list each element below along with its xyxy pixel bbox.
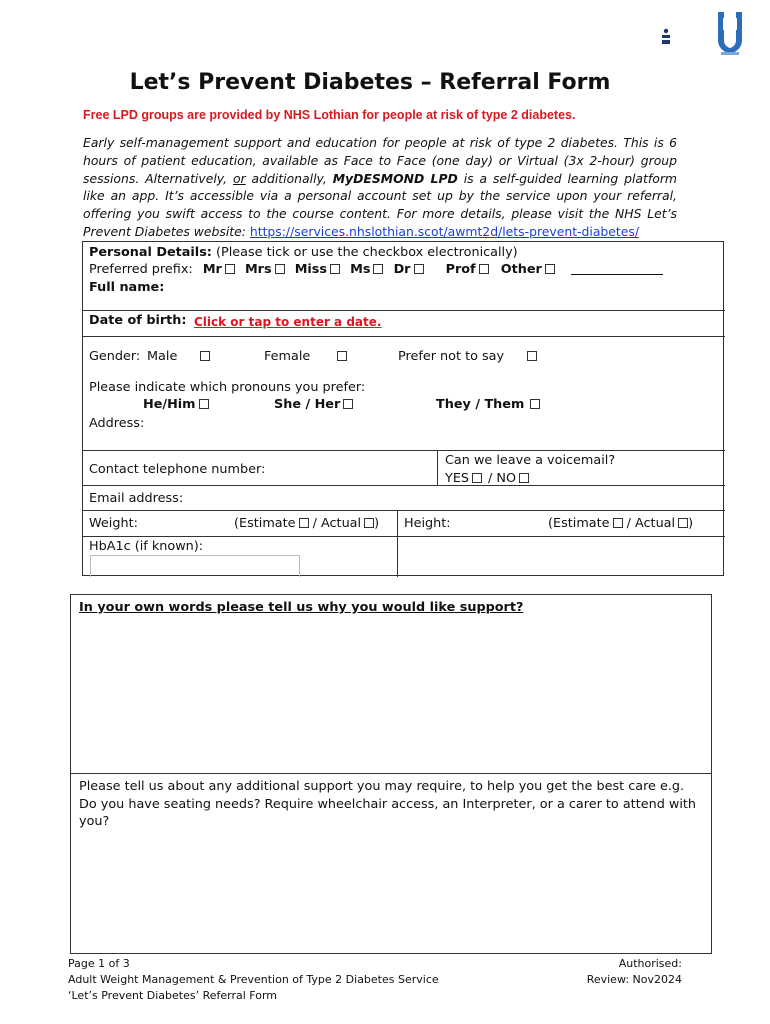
gender-female-checkbox[interactable] xyxy=(337,351,347,361)
dob-date-picker[interactable]: Click or tap to enter a date. xyxy=(194,315,382,329)
gender-prefer-not[interactable]: Prefer not to say xyxy=(398,349,505,364)
intro-paragraph: Early self-management support and education for people at risk of type 2 diabetes. This is 6 hours of patient education, available as Face to Face (one day) or Virtual (3x 2-hour) group sessions. Alternatively, or additionally, MyDESMOND LPD is a self-guided learning platform like an app. It’s accessible via a personal account set up by the service upon your referral, offering you swift access to the course content. For more details, please visit the NHS Let’s Prevent Diabetes website: https://services.nhslothian.scot/awmt2d/lets-prevent-diabetes/ xyxy=(83,135,677,239)
voicemail-question: Can we leave a voicemail? xyxy=(445,453,616,468)
checkbox xyxy=(343,399,353,409)
prefix-ms[interactable]: Ms xyxy=(350,262,383,277)
yes-checkbox xyxy=(472,473,482,483)
prefix-miss[interactable]: Miss xyxy=(295,262,340,277)
footer-authorised: Authorised: xyxy=(618,957,682,970)
prefix-dr[interactable]: Dr xyxy=(394,262,424,277)
prefix-mr[interactable]: Mr xyxy=(203,262,235,277)
personal-details-table xyxy=(82,241,724,576)
checkbox xyxy=(613,518,623,528)
page-title: Let’s Prevent Diabetes – Referral Form xyxy=(129,70,611,95)
address-label: Address: xyxy=(89,416,145,431)
pronoun-label: Please indicate which pronouns you prefer: xyxy=(89,380,366,395)
dob-label: Date of birth: xyxy=(89,313,187,328)
footer-service: Adult Weight Management & Prevention of Type 2 Diabetes Service xyxy=(68,973,439,986)
gender-label: Gender: xyxy=(89,349,141,364)
free-groups-notice: Free LPD groups are provided by NHS Lothian for people at risk of type 2 diabetes. xyxy=(83,108,576,122)
prefix-row: Preferred prefix: Mr Mrs Miss Ms Dr Prof Other xyxy=(89,262,663,278)
page-number: Page 1 of 3 xyxy=(68,957,130,970)
hba1c-label: HbA1c (if known): xyxy=(89,539,204,554)
gender-male[interactable]: Male xyxy=(147,349,178,364)
checkbox xyxy=(330,264,340,274)
pronoun-they[interactable]: They / Them xyxy=(436,397,540,413)
gender-female[interactable]: Female xyxy=(264,349,311,364)
footer-left xyxy=(68,956,439,1004)
checkbox xyxy=(364,518,374,528)
checkbox xyxy=(275,264,285,274)
additional-support-question: Please tell us about any additional support you may require, to help you get the best care e.g. Do you have seating needs? Require wheelchair access, an Interpreter, or a carer to attend with you? xyxy=(79,779,697,829)
support-questions-box xyxy=(70,594,712,954)
other-prefix-field[interactable] xyxy=(571,263,663,275)
weight-estimate-actual[interactable]: (Estimate / Actual ) xyxy=(234,516,380,531)
height-label: Height: xyxy=(404,516,451,531)
checkbox xyxy=(225,264,235,274)
footer-review: Review: Nov2024 xyxy=(586,973,682,986)
footer-right xyxy=(586,956,682,988)
hba1c-input[interactable] xyxy=(90,555,300,577)
no-checkbox xyxy=(519,473,529,483)
pronoun-she[interactable]: She / Her xyxy=(274,397,353,413)
pronoun-he[interactable]: He/Him xyxy=(143,397,209,413)
checkbox xyxy=(299,518,309,528)
checkbox xyxy=(678,518,688,528)
height-estimate-actual[interactable]: (Estimate / Actual ) xyxy=(548,516,694,531)
prefix-mrs[interactable]: Mrs xyxy=(245,262,285,277)
checkbox xyxy=(414,264,424,274)
gender-male-checkbox[interactable] xyxy=(200,351,210,361)
checkbox xyxy=(479,264,489,274)
checkbox xyxy=(373,264,383,274)
full-name-label: Full name: xyxy=(89,280,165,295)
prefix-other[interactable]: Other xyxy=(501,262,555,277)
phone-label: Contact telephone number: xyxy=(89,462,266,477)
weight-label: Weight: xyxy=(89,516,138,531)
checkbox xyxy=(199,399,209,409)
person-icon xyxy=(661,28,671,46)
voicemail-options[interactable]: YES / NO xyxy=(445,471,529,487)
lpd-website-link[interactable]: https://services.nhslothian.scot/awmt2d/lets-prevent-diabetes/ xyxy=(249,223,640,239)
email-label: Email address: xyxy=(89,491,184,506)
gender-prefer-not-checkbox[interactable] xyxy=(527,351,537,361)
personal-details-heading: Personal Details: (Please tick or use the checkbox electronically) xyxy=(89,245,518,260)
nhs-lothian-logo xyxy=(715,10,745,58)
footer-form-name: ‘Let’s Prevent Diabetes’ Referral Form xyxy=(68,989,278,1002)
checkbox xyxy=(530,399,540,409)
checkbox xyxy=(545,264,555,274)
support-reason-question: In your own words please tell us why you would like support? xyxy=(79,600,524,615)
prefix-prof[interactable]: Prof xyxy=(446,262,489,277)
